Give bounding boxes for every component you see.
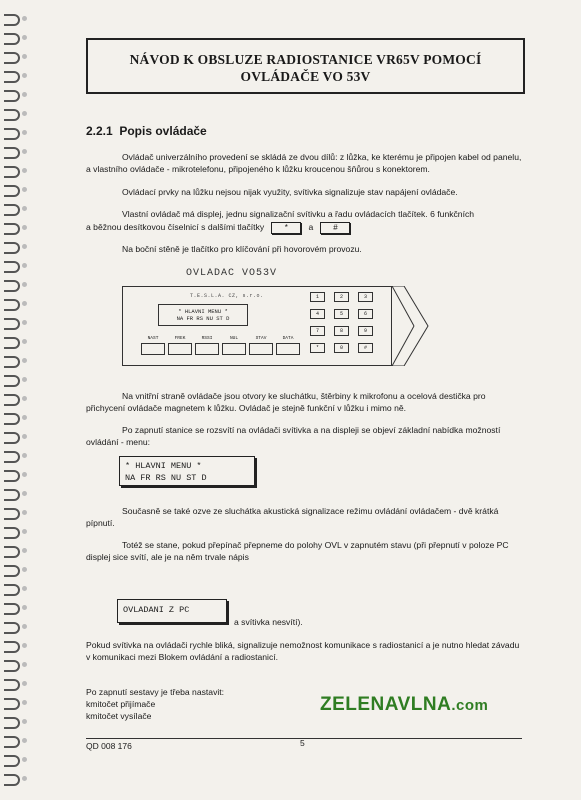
- figure-function-key-label: STAV: [255, 336, 267, 341]
- binding-ring: [4, 565, 20, 577]
- figure-function-key-label: NUL: [229, 336, 239, 341]
- binding-ring: [4, 337, 20, 349]
- binding-hole: [22, 529, 27, 534]
- binding-hole: [22, 415, 27, 420]
- figure-numpad-key: #: [358, 343, 373, 353]
- figure-function-key: [249, 343, 273, 355]
- binding-ring: [4, 128, 20, 140]
- binding-hole: [22, 700, 27, 705]
- figure-lcd-line-1: * HLAVNI MENU *: [178, 308, 228, 315]
- binding-ring: [4, 204, 20, 216]
- section-number: 2.2.1: [86, 124, 113, 138]
- figure-function-key: [222, 343, 246, 355]
- binding-ring: [4, 356, 20, 368]
- watermark-main: ZELENAVLNA: [320, 694, 452, 715]
- figure-numpad-key: 1: [310, 292, 325, 302]
- binding-hole: [22, 396, 27, 401]
- figure-numpad-key: 7: [310, 326, 325, 336]
- binding-hole: [22, 54, 27, 59]
- binding-ring: [4, 470, 20, 482]
- paragraph-3b-text: a běžnou desítkovou číselnicí s dalšími tlačítky: [86, 222, 265, 232]
- title-line-1: NÁVOD K OBSLUZE RADIOSTANICE VR65V POMOCÍ: [129, 52, 482, 67]
- pc-display-box: [117, 599, 227, 623]
- binding-ring: [4, 261, 20, 273]
- binding-hole: [22, 738, 27, 743]
- binding-hole: [22, 320, 27, 325]
- binding-ring: [4, 660, 20, 672]
- binding-hole: [22, 149, 27, 154]
- binding-ring: [4, 622, 20, 634]
- binding-hole: [22, 301, 27, 306]
- binding-ring: [4, 527, 20, 539]
- binding-ring: [4, 641, 20, 653]
- watermark-suffix: .com: [451, 697, 489, 714]
- figure-numpad-key: 4: [310, 309, 325, 319]
- binding-ring: [4, 223, 20, 235]
- binding-hole: [22, 206, 27, 211]
- binding-ring: [4, 33, 20, 45]
- binding-hole: [22, 643, 27, 648]
- binding-ring: [4, 166, 20, 178]
- binding-hole: [22, 662, 27, 667]
- figure-numpad-key: 2: [334, 292, 349, 302]
- binding-hole: [22, 605, 27, 610]
- figure-function-key: [168, 343, 192, 355]
- paragraph-11-line-2: kmitočet přijímače: [86, 699, 156, 709]
- binding-ring: [4, 14, 20, 26]
- binding-ring: [4, 413, 20, 425]
- figure-function-key: [141, 343, 165, 355]
- binding-hole: [22, 434, 27, 439]
- binding-hole: [22, 263, 27, 268]
- binding-hole: [22, 111, 27, 116]
- binding-hole: [22, 339, 27, 344]
- figure-numpad-key: 9: [358, 326, 373, 336]
- pc-display-line-1: OVLADANI Z PC: [123, 605, 190, 615]
- paragraph-3b: [86, 221, 522, 234]
- paragraph-11-line-1: Po zapnutí sestavy je třeba nastavit:: [86, 687, 225, 697]
- figure-function-key-label: DATA: [282, 336, 294, 341]
- binding-ring: [4, 242, 20, 254]
- binding-hole: [22, 567, 27, 572]
- menu-display-line-2: NA FR RS NU ST D: [125, 473, 207, 483]
- binding-hole: [22, 548, 27, 553]
- figure-title: OVLADAC VO53V: [186, 268, 278, 279]
- binding-hole: [22, 92, 27, 97]
- binding-ring: [4, 90, 20, 102]
- figure-function-key-label: RSSI: [201, 336, 213, 341]
- menu-display-box: [119, 456, 255, 486]
- figure-numpad-key: 0: [334, 343, 349, 353]
- binding-hole: [22, 282, 27, 287]
- binding-hole: [22, 453, 27, 458]
- binding-hole: [22, 377, 27, 382]
- figure-lcd-line-2: NA FR RS NU ST D: [176, 315, 230, 322]
- binding-hole: [22, 16, 27, 21]
- figure-numpad-key: 8: [334, 326, 349, 336]
- star-key: *: [271, 222, 301, 234]
- binding-ring: [4, 603, 20, 615]
- binding-ring: [4, 71, 20, 83]
- figure-function-key-label: NAST: [147, 336, 159, 341]
- binding-hole: [22, 681, 27, 686]
- section-heading: [86, 124, 207, 138]
- menu-display-line-1: * HLAVNI MENU *: [125, 461, 202, 471]
- paragraph-1: Ovládač univerzálního provedení se skládá ze dvou dílů: z lůžka, ke kterému je připojen kabel od panelu, a vlastního ovládače - mikrotelefonu, připojeného k lůžku kroucenou šňůrou s konektorem.: [86, 152, 522, 174]
- binding-ring: [4, 679, 20, 691]
- binding-hole: [22, 757, 27, 762]
- paragraph-2: Ovládací prvky na lůžku nejsou nijak využity, svítivka signalizuje stav napájení ovládače.: [122, 187, 458, 197]
- binding-ring: [4, 375, 20, 387]
- binding-ring: [4, 109, 20, 121]
- figure-lcd: [158, 304, 248, 326]
- paragraph-4: Na boční stěně je tlačítko pro klíčování při hovorovém provozu.: [122, 244, 362, 254]
- binding-hole: [22, 244, 27, 249]
- binding-ring: [4, 736, 20, 748]
- binding-hole: [22, 35, 27, 40]
- paragraph-3a: Vlastní ovládač má displej, jednu signalizační svítivku a řadu ovládacích tlačítek. 6 funkčních: [122, 209, 475, 219]
- binding-ring: [4, 774, 20, 786]
- paragraph-5: Na vnitřní straně ovládače jsou otvory ke sluchátku, štěrbiny k mikrofonu a ocelová destička pro přichycení ovládače magnetem k lůžku. Ovládač je stejně funkční v lůžku i mimo ně.: [86, 391, 486, 413]
- binding-ring: [4, 394, 20, 406]
- document-title-box: [86, 38, 525, 94]
- binding-hole: [22, 510, 27, 515]
- hash-key: #: [320, 222, 350, 234]
- figure-function-key: [195, 343, 219, 355]
- paragraph-8: Totéž se stane, pokud přepínač přepneme do polohy OVL v zapnutém stavu (při přepnutí v poloze PC displej sice svítí, ale je na něm trvale nápis: [86, 540, 509, 562]
- footer-page-number: 5: [300, 738, 305, 748]
- binding-ring: [4, 717, 20, 729]
- section-title: Popis ovládače: [119, 124, 207, 138]
- figure-brand: T.E.S.L.A. CZ, s.r.o.: [190, 293, 264, 299]
- figure-function-key-label: FREK: [174, 336, 186, 341]
- figure-numpad-key: 6: [358, 309, 373, 319]
- binding-ring: [4, 546, 20, 558]
- figure-function-key: [276, 343, 300, 355]
- binding-hole: [22, 586, 27, 591]
- spiral-binding: [0, 0, 22, 800]
- binding-ring: [4, 698, 20, 710]
- binding-hole: [22, 472, 27, 477]
- binding-ring: [4, 508, 20, 520]
- figure-numpad-key: 3: [358, 292, 373, 302]
- binding-hole: [22, 168, 27, 173]
- binding-ring: [4, 489, 20, 501]
- binding-ring: [4, 755, 20, 767]
- binding-hole: [22, 73, 27, 78]
- binding-ring: [4, 299, 20, 311]
- binding-ring: [4, 280, 20, 292]
- binding-hole: [22, 130, 27, 135]
- binding-hole: [22, 719, 27, 724]
- title-line-2: OVLÁDAČE VO 53V: [240, 69, 371, 84]
- watermark: [320, 694, 488, 716]
- controller-side-arrow: [392, 286, 434, 366]
- binding-hole: [22, 776, 27, 781]
- binding-ring: [4, 432, 20, 444]
- binding-ring: [4, 52, 20, 64]
- paragraph-11-line-3: kmitočet vysílače: [86, 711, 152, 721]
- binding-hole: [22, 358, 27, 363]
- binding-ring: [4, 185, 20, 197]
- binding-hole: [22, 491, 27, 496]
- footer-doc-id: QD 008 176: [86, 741, 132, 751]
- paragraph-9: a svítivka nesvítí).: [234, 617, 303, 627]
- binding-hole: [22, 187, 27, 192]
- figure-numpad-key: 5: [334, 309, 349, 319]
- binding-hole: [22, 225, 27, 230]
- and-text: a: [308, 222, 314, 232]
- paragraph-10: Pokud svítivka na ovládači rychle bliká, signalizuje nemožnost komunikace s radiostanicí a je nutno hledat závadu v komunikaci mezi Blokem ovládání a radiostanicí.: [86, 640, 520, 662]
- figure-numpad-key: *: [310, 343, 325, 353]
- paragraph-7: Současně se také ozve ze sluchátka akustická signalizace režimu ovládání ovládačem - dvě krátká pípnutí.: [86, 506, 499, 528]
- binding-hole: [22, 624, 27, 629]
- paragraph-6: Po zapnutí stanice se rozsvítí na ovládači svítivka a na displeji se objeví základní nabídka možností ovládání - menu:: [86, 425, 501, 447]
- binding-ring: [4, 147, 20, 159]
- binding-ring: [4, 318, 20, 330]
- binding-ring: [4, 451, 20, 463]
- binding-ring: [4, 584, 20, 596]
